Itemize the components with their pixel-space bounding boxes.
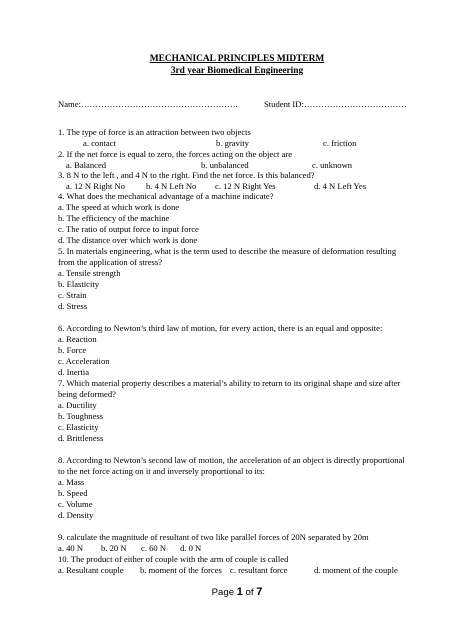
q4-option-c: c. The ratio of output force to input force: [58, 224, 199, 234]
q5-option-a: a. Tensile strength: [58, 268, 121, 278]
q3-option-a: a. 12 N Right No: [66, 181, 125, 191]
question-1: 1. The type of force is an attraction between two objects: [58, 127, 251, 137]
q10-option-c: c. resultant force: [230, 565, 288, 575]
question-2: 2. If the net force is equal to zero, the forces acting on the object are: [58, 149, 293, 159]
q8-option-d: d. Density: [58, 510, 94, 520]
q7-option-b: b. Toughness: [58, 411, 104, 421]
question-3: 3. 8 N to the left , and 4 N to the right. Find the net force. Is this balanced?: [58, 170, 315, 180]
page-number: [0, 586, 474, 598]
q5-option-d: d. Stress: [58, 301, 88, 311]
exam-title: MECHANICAL PRINCIPLES MIDTERM: [149, 54, 325, 64]
q10-option-d: d. moment of the couple: [314, 565, 398, 575]
q4-option-a: a. The speed at which work is done: [58, 202, 180, 212]
q4-option-b: b. The efficiency of the machine: [58, 213, 170, 223]
q3-option-d: d. 4 N Left Yes: [314, 181, 367, 191]
question-9: 9. calculate the magnitude of resultant of two like parallel forces of 20N separated by 20m: [58, 532, 369, 542]
page-current: 1: [236, 586, 243, 598]
q1-option-b: b. gravity: [216, 138, 249, 148]
q2-option-c: c. unknown: [312, 160, 353, 170]
name-field: Name:……………………………………………….: [58, 99, 238, 109]
q9-option-d: d. 0 N: [180, 543, 202, 553]
q6-option-d: d. Inertia: [58, 367, 90, 377]
page-label: Page: [211, 587, 237, 598]
question-8-continued: to the net force acting on it and inversely proportional to its:: [58, 466, 265, 476]
q6-option-a: a. Reaction: [58, 334, 97, 344]
q6-option-c: c. Acceleration: [58, 356, 110, 366]
q1-option-a: a. contact: [83, 138, 116, 148]
page-total: 7: [256, 586, 263, 598]
q9-option-a: a. 40 N: [58, 543, 84, 553]
q1-option-c: c. friction: [323, 138, 357, 148]
q2-option-b: b. unbalanced: [201, 160, 249, 170]
q5-option-b: b. Elasticity: [58, 279, 100, 289]
q9-option-b: b. 20 N: [101, 543, 127, 553]
q7-option-d: d. Brittleness: [58, 433, 104, 443]
q9-option-c: c. 60 N: [141, 543, 167, 553]
q3-option-c: c. 12 N Right Yes: [215, 181, 276, 191]
question-10: 10. The product of either of couple with the arm of couple is called: [58, 554, 289, 564]
q10-option-b: b. moment of the forces: [140, 565, 222, 575]
q8-option-b: b. Speed: [58, 488, 88, 498]
question-4: 4. What does the mechanical advantage of a machine indicate?: [58, 191, 274, 201]
q6-option-b: b. Force: [58, 345, 87, 355]
q3-option-b: b. 4 N Left No: [146, 181, 197, 191]
question-8: 8. According to Newton’s second law of motion, the acceleration of an object is directly proportional: [58, 455, 405, 465]
question-5: 5. In materials engineering, what is the term used to describe the measure of deformation resulting: [58, 246, 397, 256]
q8-option-c: c. Volume: [58, 499, 93, 509]
q10-option-a: a. Resultant couple: [58, 565, 124, 575]
q8-option-a: a. Mass: [58, 477, 85, 487]
q7-option-c: c. Elasticity: [58, 422, 99, 432]
page-of-label: of: [242, 587, 257, 598]
q7-option-a: a. Ductility: [58, 400, 97, 410]
q4-option-d: d. The distance over which work is done: [58, 235, 198, 245]
exam-subtitle: 3rd year Biomedical Engineering: [170, 66, 304, 76]
question-7: 7. Which material property describes a material’s ability to return to its original shape and size after: [58, 378, 401, 388]
question-5-continued: from the application of stress?: [58, 257, 163, 267]
question-6: 6. According to Newton’s third law of motion, for every action, there is an equal and opposite:: [58, 323, 383, 333]
q2-option-a: a. Balanced: [66, 160, 107, 170]
student-id-field: Student ID:………………………………: [264, 99, 407, 109]
question-7-continued: being deformed?: [58, 389, 116, 399]
q5-option-c: c. Strain: [58, 290, 87, 300]
